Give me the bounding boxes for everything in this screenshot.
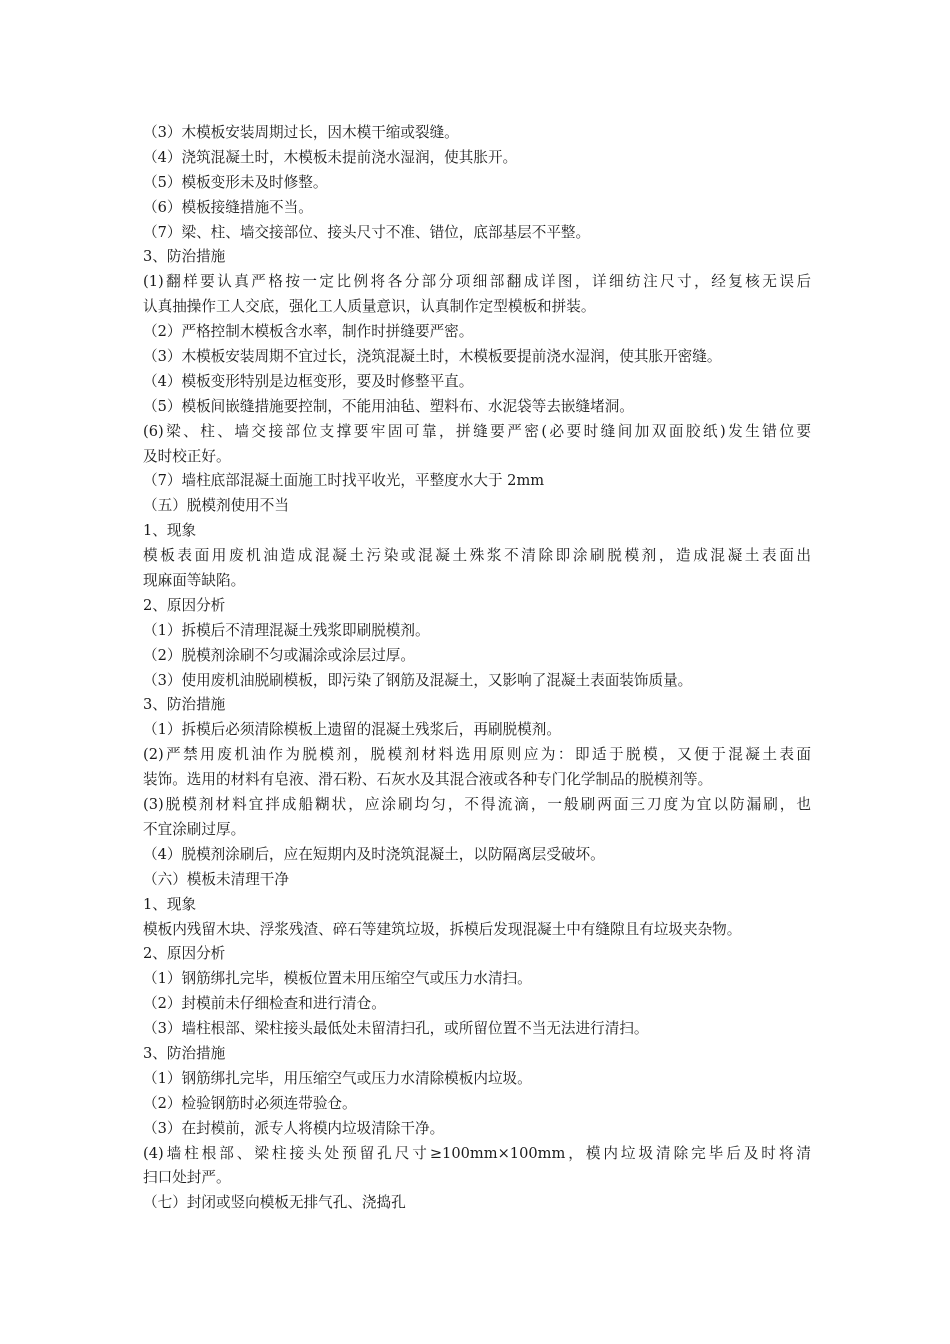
text-line: （3）木模板安装周期不宜过长，浇筑混凝土时，木模板要提前浇水湿润，使其胀开密缝。 — [143, 348, 722, 366]
section-heading: 1、现象 — [143, 522, 197, 540]
text-line: （4）模板变形特别是边框变形，要及时修整平直。 — [143, 372, 474, 390]
text-line: （2）严格控制木模板含水率，制作时拼缝要严密。 — [143, 323, 474, 341]
text-line: （1）拆模后必须清除模板上遗留的混凝土残浆后，再刷脱模剂。 — [143, 721, 561, 739]
text-line: 装饰。选用的材料有皂液、滑石粉、石灰水及其混合液或各种专门化学制品的脱模剂等。 — [143, 771, 713, 789]
text-line: 模板表面用废机油造成混凝土污染或混凝土殊浆不清除即涂刷脱模剂，造成混凝土表面出 — [143, 547, 811, 565]
text-line: 不宜涂刷过厚。 — [143, 820, 246, 838]
paragraph — [143, 544, 811, 594]
section-heading: 3、防治措施 — [143, 696, 226, 714]
section-heading: 3、防治措施 — [143, 1044, 226, 1062]
text-line: （2）检验钢筋时必须连带验仓。 — [143, 1094, 357, 1112]
text-line: （5）模板间嵌缝措施要控制，不能用油毡、塑料布、水泥袋等去嵌缝堵洞。 — [143, 397, 634, 415]
text-line: （6）模板接缝措施不当。 — [143, 198, 313, 216]
text-line: 及时校正好。 — [143, 447, 231, 465]
text-line: （4）脱模剂涂刷后，应在短期内及时浇筑混凝土，以防隔离层受破坏。 — [143, 845, 605, 863]
document-body — [143, 121, 811, 1216]
text-line: (3)脱模剂材料宜拌成船糊状，应涂刷均匀，不得流滴，一般刷两面三刀度为宜以防漏刷，也 — [143, 796, 811, 814]
paragraph — [143, 1142, 811, 1192]
text-line: （2）脱模剂涂刷不匀或漏涂或涂层过厚。 — [143, 646, 415, 664]
text-line: （3）木模板安装周期过长，因木模干缩或裂缝。 — [143, 124, 459, 141]
text-line: （5）模板变形未及时修整。 — [143, 173, 328, 191]
section-heading: （七）封闭或竖向模板无排气孔、浇捣孔 — [143, 1194, 406, 1212]
section-heading: 2、原因分析 — [143, 945, 226, 963]
text-line: （1）钢筋绑扎完毕，模板位置未用压缩空气或压力水清扫。 — [143, 970, 532, 988]
section-heading: 2、原因分析 — [143, 596, 226, 614]
text-line: 现麻面等缺陷。 — [143, 572, 246, 590]
section-heading: （五）脱模剂使用不当 — [143, 497, 289, 515]
text-line: （1）拆模后不清理混凝土残浆即刷脱模剂。 — [143, 621, 430, 639]
text-line: 模板内残留木块、浮浆残渣、碎石等建筑垃圾，拆模后发现混凝土中有缝隙且有垃圾夹杂物。 — [143, 920, 742, 938]
text-line: （4）浇筑混凝土时，木模板未提前浇水湿润，使其胀开。 — [143, 148, 518, 166]
paragraph — [143, 743, 811, 793]
text-line: (2)严禁用废机油作为脱模剂，脱模剂材料选用原则应为：即适于脱模，又便于混凝土表面 — [143, 746, 811, 764]
section-heading: 3、防治措施 — [143, 248, 226, 266]
text-line: (1)翻样要认真严格按一定比例将各分部分项细部翻成详图，详细纺注尺寸，经复核无误后 — [143, 273, 811, 291]
paragraph — [143, 420, 811, 470]
text-line: （2）封模前未仔细检查和进行清仓。 — [143, 995, 386, 1013]
section-heading: （六）模板未清理干净 — [143, 870, 289, 888]
paragraph — [143, 270, 811, 320]
text-line: （7）墙柱底部混凝土面施工时找平收光，平整度水大于 2mm — [143, 472, 545, 490]
text-line: （3）在封模前，派专人将模内垃圾清除干净。 — [143, 1119, 445, 1137]
paragraph — [143, 793, 811, 843]
text-line: (4)墙柱根部、梁柱接头处预留孔尺寸≥100mm×100mm，模内垃圾清除完毕后及时将清 — [143, 1144, 811, 1162]
text-line: 扫口处封严。 — [143, 1169, 231, 1187]
text-line: （1）钢筋绑扎完毕，用压缩空气或压力水清除模板内垃圾。 — [143, 1069, 532, 1087]
text-line: (6)梁、柱、墙交接部位支撑要牢固可靠，拼缝要严密(必要时缝间加双面胶纸)发生错位要 — [143, 422, 811, 440]
text-line: （3）使用废机油脱刷模板，即污染了钢筋及混凝土，又影响了混凝土表面装饰质量。 — [143, 671, 693, 689]
text-line: （3）墙柱根部、梁柱接头最低处未留清扫孔，或所留位置不当无法进行清扫。 — [143, 1020, 649, 1038]
text-line: 认真抽操作工人交底，强化工人质量意识，认真制作定型模板和拼装。 — [143, 298, 596, 316]
section-heading: 1、现象 — [143, 895, 197, 913]
text-line: （7）梁、柱、墙交接部位、接头尺寸不准、错位，底部基层不平整。 — [143, 223, 591, 241]
